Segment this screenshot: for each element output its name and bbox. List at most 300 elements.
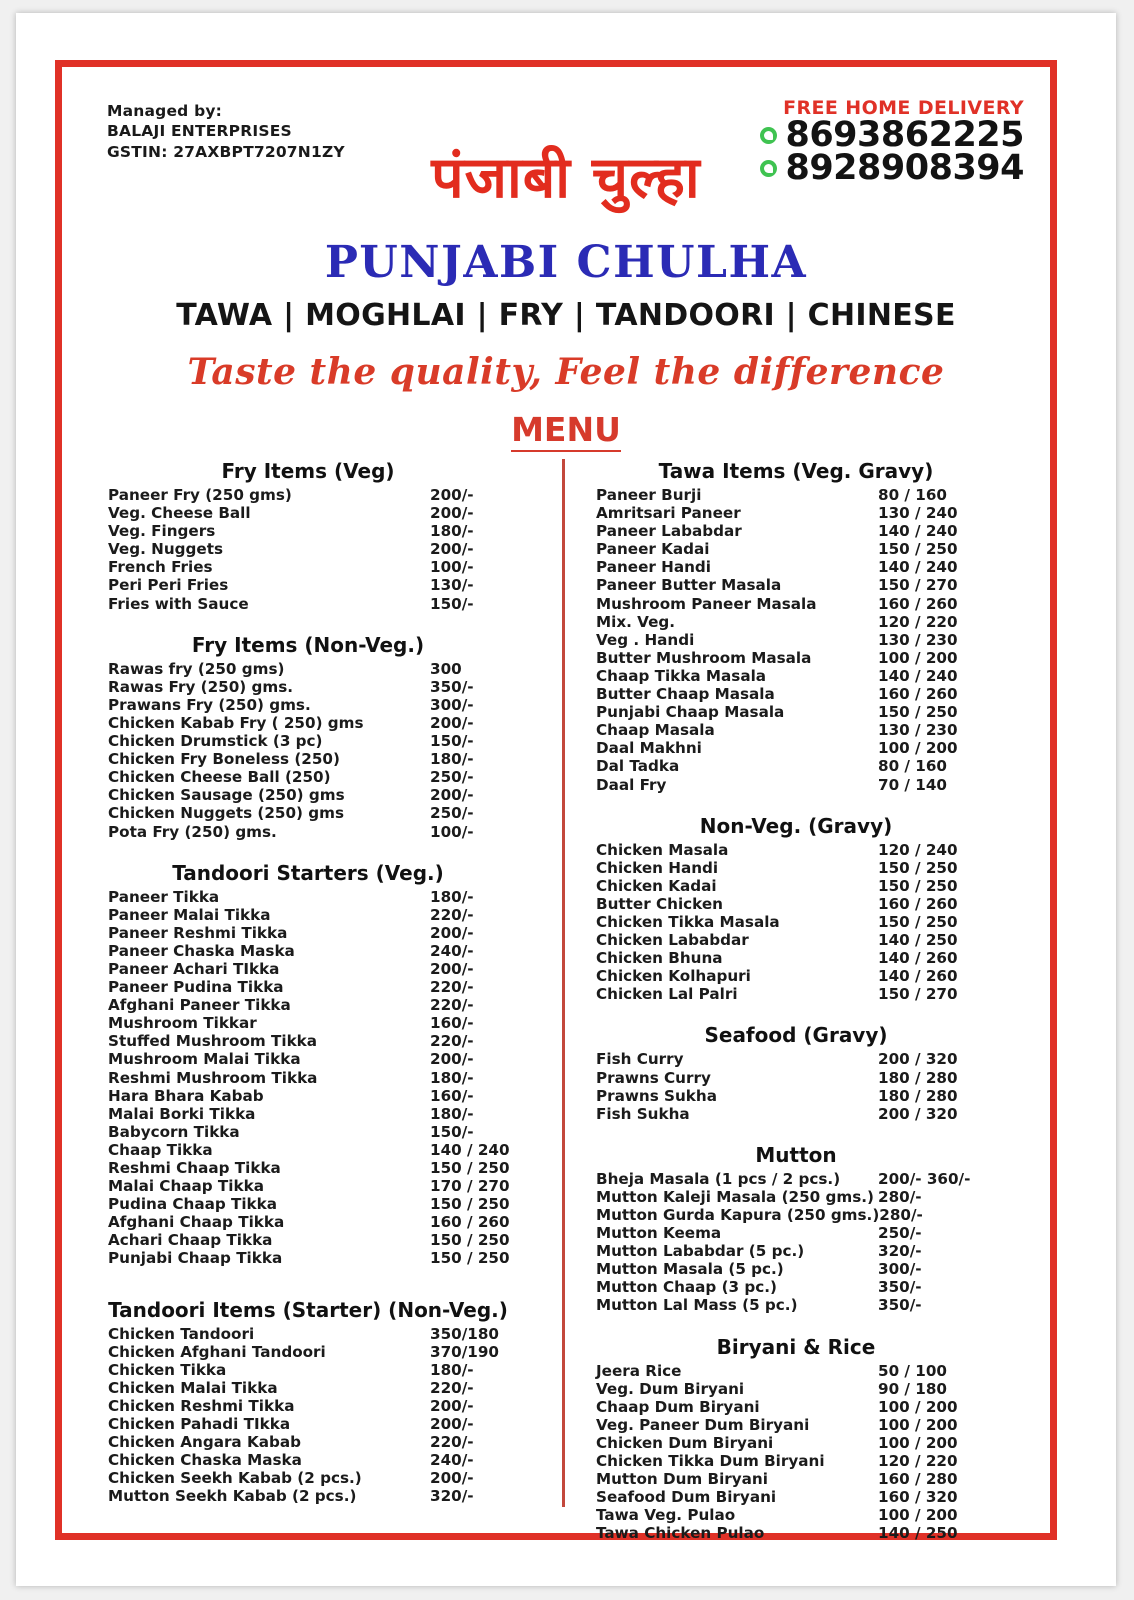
- menu-item-name: Mutton Dum Biryani: [596, 1470, 768, 1489]
- menu-item-name: Paneer Lababdar: [596, 522, 742, 541]
- menu-item-row: [596, 1242, 996, 1260]
- section-title: Seafood (Gravy): [704, 1023, 888, 1048]
- menu-item-row: [596, 985, 996, 1003]
- menu-item-name: Chicken Reshmi Tikka: [108, 1396, 295, 1415]
- phone-number-2[interactable]: 8928908394: [785, 148, 1024, 189]
- menu-item-row: [108, 1361, 508, 1379]
- menu-item-row: [108, 1050, 508, 1068]
- menu-item-row: [596, 1224, 996, 1242]
- menu-item-price: 140 / 240: [430, 1140, 510, 1159]
- menu-item-name: Daal Fry: [596, 775, 667, 794]
- left-menu-column: [108, 459, 508, 1506]
- menu-item-name: Chaap Tikka: [108, 1140, 213, 1159]
- menu-item-name: Veg. Paneer Dum Biryani: [596, 1415, 810, 1434]
- menu-item-row: [108, 960, 508, 978]
- section-gap: [596, 1315, 996, 1335]
- menu-item-price: 200/- 360/-: [878, 1169, 971, 1188]
- menu-item-row: [596, 1488, 996, 1506]
- menu-item-name: Daal Makhni: [596, 739, 702, 758]
- section-title: Fry Items (Veg): [221, 459, 395, 483]
- menu-item-name: Fish Curry: [596, 1050, 684, 1069]
- menu-item-price: 150 / 250: [878, 858, 958, 877]
- menu-item-row: [596, 967, 996, 985]
- menu-item-name: Chicken Masala: [596, 840, 729, 859]
- menu-item-row: [596, 1206, 996, 1224]
- menu-item-row: [108, 1415, 508, 1433]
- menu-page: [16, 13, 1116, 1586]
- menu-item-price: 220/-: [430, 978, 474, 997]
- menu-item-price: 100/-: [430, 822, 474, 841]
- menu-item-price: 100/-: [430, 558, 474, 577]
- menu-item-row: [108, 732, 508, 750]
- menu-item-price: 100 / 200: [878, 1506, 958, 1525]
- menu-item-name: Stuffed Mushroom Tikka: [108, 1032, 318, 1051]
- menu-item-price: 130 / 230: [878, 630, 958, 649]
- menu-item-row: [108, 996, 508, 1014]
- menu-item-name: Paneer Handi: [596, 558, 712, 577]
- menu-item-name: Paneer Burji: [596, 486, 702, 504]
- menu-item-name: Mutton Keema: [596, 1224, 722, 1243]
- menu-item-name: Mix. Veg.: [596, 612, 676, 631]
- menu-item-row: [596, 595, 996, 613]
- tagline: Taste the quality, Feel the difference: [187, 351, 945, 393]
- menu-item-name: Veg . Handi: [596, 630, 695, 649]
- menu-item-price: 100 / 200: [878, 1397, 958, 1416]
- menu-item-row: [108, 750, 508, 768]
- menu-item-row: [108, 660, 508, 678]
- menu-item-row: [596, 649, 996, 667]
- menu-item-price: 200 / 320: [878, 1104, 958, 1123]
- menu-item-price: 120 / 220: [878, 612, 958, 631]
- menu-item-row: [596, 877, 996, 895]
- menu-item-name: Mutton Lababdar (5 pc.): [596, 1242, 805, 1261]
- menu-item-price: 220/-: [430, 996, 474, 1015]
- menu-item-name: Amritsari Paneer: [596, 504, 741, 523]
- menu-item-price: 160 / 260: [430, 1213, 510, 1232]
- menu-item-price: 140 / 240: [878, 558, 958, 577]
- menu-item-row: [108, 1469, 508, 1487]
- menu-item-row: [108, 1379, 508, 1397]
- menu-item-name: Punjabi Chaap Masala: [596, 703, 785, 722]
- menu-item-row: [108, 1213, 508, 1231]
- menu-item-name: Paneer Malai Tikka: [108, 905, 271, 924]
- section-title: Biryani & Rice: [716, 1334, 876, 1359]
- menu-item-name: Chicken Lal Palri: [596, 985, 738, 1004]
- section-gap: [596, 794, 996, 814]
- menu-item-price: 180 / 280: [878, 1068, 958, 1087]
- menu-item-row: [596, 1362, 996, 1380]
- menu-item-name: Prawns Sukha: [596, 1086, 717, 1105]
- menu-item-price: 350/-: [878, 1296, 922, 1315]
- section-gap: [108, 841, 508, 861]
- menu-item-price: 150 / 250: [878, 876, 958, 895]
- section-gap: [596, 1123, 996, 1143]
- menu-item-row: [596, 1380, 996, 1398]
- menu-item-row: [596, 1188, 996, 1206]
- menu-item-price: 220/-: [430, 1032, 474, 1051]
- menu-item-row: [108, 1195, 508, 1213]
- menu-item-price: 130 / 230: [878, 721, 958, 740]
- whatsapp-icon: [760, 127, 777, 144]
- menu-item-name: Malai Chaap Tikka: [108, 1177, 264, 1196]
- menu-item-price: 120 / 240: [878, 840, 958, 859]
- menu-item-name: Pudina Chaap Tikka: [108, 1195, 277, 1214]
- menu-item-name: Peri Peri Fries: [108, 576, 229, 595]
- menu-item-name: Dal Tadka: [596, 757, 680, 776]
- menu-item-price: 150 / 250: [430, 1195, 510, 1214]
- menu-item-row: [108, 942, 508, 960]
- column-divider: [562, 459, 565, 1507]
- menu-section: [596, 1023, 996, 1122]
- menu-item-price: 200/-: [430, 923, 474, 942]
- menu-item-price: 140 / 240: [878, 522, 958, 541]
- menu-item-name: Chicken Kabab Fry ( 250) gms: [108, 713, 364, 732]
- menu-item-price: 220/-: [430, 905, 474, 924]
- menu-item-name: Afghani Chaap Tikka: [108, 1213, 285, 1232]
- menu-item-name: Seafood Dum Biryani: [596, 1488, 777, 1507]
- menu-item-price: 100 / 200: [878, 1415, 958, 1434]
- menu-item-name: Chicken Sausage (250) gms: [108, 786, 345, 805]
- menu-item-row: [596, 841, 996, 859]
- menu-item-name: Chicken Bhuna: [596, 949, 723, 968]
- menu-item-price: 120 / 220: [878, 1452, 958, 1471]
- menu-item-price: 80 / 160: [878, 486, 947, 504]
- menu-item-row: [596, 757, 996, 775]
- menu-item-name: Reshmi Chaap Tikka: [108, 1159, 281, 1177]
- menu-item-price: 50 / 100: [878, 1361, 947, 1380]
- menu-item-row: [108, 678, 508, 696]
- menu-item-row: [596, 685, 996, 703]
- menu-item-price: 320/-: [878, 1242, 922, 1261]
- menu-item-row: [108, 1141, 508, 1159]
- menu-item-row: [596, 576, 996, 594]
- menu-item-price: 350/-: [430, 677, 474, 696]
- menu-item-name: Chicken Dum Biryani: [596, 1433, 774, 1452]
- menu-item-row: [596, 1278, 996, 1296]
- menu-item-name: Chicken Angara Kabab: [108, 1433, 301, 1452]
- menu-item-row: [596, 631, 996, 649]
- menu-item-row: [108, 1343, 508, 1361]
- section-title: Fry Items (Non-Veg.): [191, 632, 425, 657]
- menu-item-row: [108, 558, 508, 576]
- menu-item-row: [108, 486, 508, 504]
- menu-item-name: Chicken Cheese Ball (250): [108, 768, 331, 787]
- menu-item-price: 200/-: [430, 959, 474, 978]
- menu-item-name: Veg. Dum Biryani: [596, 1379, 745, 1398]
- menu-item-name: Veg. Nuggets: [108, 540, 224, 559]
- menu-item-row: [108, 1123, 508, 1141]
- menu-item-name: French Fries: [108, 558, 213, 577]
- menu-item-name: Chicken Pahadi TIkka: [108, 1415, 291, 1434]
- menu-item-price: 150/-: [430, 1122, 474, 1141]
- menu-item-name: Fish Sukha: [596, 1104, 690, 1123]
- menu-item-name: Prawans Fry (250) gms.: [108, 695, 311, 714]
- menu-item-price: 150 / 270: [878, 576, 958, 595]
- menu-item-price: 160 / 280: [878, 1470, 958, 1489]
- menu-item-name: Chicken Lababdar: [596, 931, 749, 950]
- menu-item-row: [596, 1170, 996, 1188]
- menu-item-price: 180/-: [430, 887, 474, 906]
- menu-item-price: 150 / 250: [878, 703, 958, 722]
- menu-section: [596, 1143, 996, 1315]
- menu-section: [108, 459, 508, 613]
- menu-item-name: Mutton Gurda Kapura (250 gms.): [596, 1206, 880, 1224]
- menu-item-price: 200/-: [430, 540, 474, 559]
- menu-item-price: 80 / 160: [878, 757, 947, 776]
- menu-item-price: 130 / 240: [878, 504, 958, 523]
- menu-item-name: Achari Chaap Tikka: [108, 1231, 273, 1250]
- menu-item-price: 180/-: [430, 1360, 474, 1379]
- section-title: Mutton: [755, 1142, 837, 1167]
- menu-item-name: Jeera Rice: [596, 1361, 682, 1380]
- menu-item-row: [596, 913, 996, 931]
- menu-item-price: 200/-: [430, 504, 474, 523]
- menu-item-name: Chicken Tikka: [108, 1360, 227, 1379]
- section-gap: [596, 1003, 996, 1023]
- menu-item-row: [596, 1105, 996, 1123]
- menu-item-price: 150 / 250: [430, 1159, 510, 1177]
- section-title: Tawa Items (Veg. Gravy): [658, 459, 934, 483]
- menu-item-price: 150/-: [430, 594, 474, 613]
- restaurant-title-english: PUNJABI CHULHA: [324, 237, 808, 288]
- menu-item-name: Paneer Butter Masala: [596, 576, 782, 595]
- managed-by-label: Managed by:: [107, 102, 223, 120]
- menu-item-name: Chicken Drumstick (3 pc): [108, 732, 323, 751]
- menu-item-name: Paneer Kadai: [596, 540, 710, 559]
- menu-item-price: 160/-: [430, 1014, 474, 1033]
- menu-item-row: [108, 1451, 508, 1469]
- menu-item-row: [596, 721, 996, 739]
- menu-item-name: Paneer Tikka: [108, 887, 220, 906]
- menu-section: [108, 633, 508, 841]
- menu-item-price: 250/-: [878, 1224, 922, 1243]
- menu-item-price: 300/-: [430, 695, 474, 714]
- menu-item-row: [108, 978, 508, 996]
- menu-item-price: 240/-: [430, 1451, 474, 1470]
- menu-item-name: Mutton Kaleji Masala (250 gms.): [596, 1187, 874, 1206]
- menu-item-name: Chicken Seekh Kabab (2 pcs.): [108, 1469, 362, 1488]
- menu-item-name: Babycorn Tikka: [108, 1122, 240, 1141]
- menu-item-price: 200/-: [430, 486, 474, 504]
- menu-item-name: Mutton Chaap (3 pc.): [596, 1278, 777, 1297]
- menu-item-price: 350/-: [878, 1278, 922, 1297]
- menu-item-price: 160 / 260: [878, 685, 958, 704]
- menu-item-name: Mutton Masala (5 pc.): [596, 1260, 784, 1279]
- menu-item-row: [108, 595, 508, 613]
- menu-item-row: [596, 1260, 996, 1278]
- menu-item-name: Bheja Masala (1 pcs / 2 pcs.): [596, 1169, 841, 1188]
- menu-item-row: [108, 888, 508, 906]
- menu-item-price: 300/-: [878, 1260, 922, 1279]
- restaurant-title-hindi: पंजाबी चुल्हा: [431, 145, 701, 211]
- menu-item-price: 170 / 270: [430, 1177, 510, 1196]
- menu-item-price: 100 / 200: [878, 739, 958, 758]
- menu-item-price: 280/-: [879, 1206, 923, 1224]
- menu-item-price: 70 / 140: [878, 775, 947, 794]
- menu-item-name: Chaap Tikka Masala: [596, 666, 767, 685]
- menu-section: [108, 1298, 508, 1506]
- menu-item-row: [596, 558, 996, 576]
- menu-item-price: 250/-: [430, 804, 474, 823]
- menu-item-row: [596, 1069, 996, 1087]
- menu-section: [596, 459, 996, 794]
- menu-item-name: Mushroom Tikkar: [108, 1014, 257, 1033]
- menu-item-price: 300: [430, 659, 462, 678]
- menu-item-price: 150 / 250: [430, 1231, 510, 1250]
- menu-item-price: 180/-: [430, 1104, 474, 1123]
- menu-item-name: Chicken Handi: [596, 858, 719, 877]
- menu-item-price: 200 / 320: [878, 1050, 958, 1069]
- menu-item-name: Chicken Chaska Maska: [108, 1451, 302, 1470]
- menu-item-row: [596, 1470, 996, 1488]
- menu-item-name: Fries with Sauce: [108, 594, 249, 613]
- menu-item-row: [108, 768, 508, 786]
- menu-item-price: 200/-: [430, 1050, 474, 1069]
- menu-item-price: 240/-: [430, 941, 474, 960]
- menu-item-row: [108, 540, 508, 558]
- menu-item-name: Tawa Chicken Pulao: [596, 1524, 765, 1543]
- section-gap: [108, 1268, 508, 1298]
- menu-item-row: [596, 1296, 996, 1314]
- menu-item-row: [108, 1397, 508, 1415]
- menu-heading-text: MENU: [511, 410, 621, 452]
- menu-item-price: 150 / 250: [878, 540, 958, 559]
- menu-section: [596, 814, 996, 1004]
- menu-item-price: 200/-: [430, 713, 474, 732]
- menu-item-price: 140 / 240: [878, 666, 958, 685]
- right-menu-column: [596, 459, 996, 1543]
- menu-item-row: [596, 1050, 996, 1068]
- menu-item-name: Afghani Paneer Tikka: [108, 996, 291, 1015]
- menu-item-price: 180 / 280: [878, 1086, 958, 1105]
- menu-item-price: 150 / 250: [430, 1249, 510, 1268]
- menu-item-row: [596, 540, 996, 558]
- menu-item-price: 100 / 200: [878, 648, 958, 667]
- menu-item-row: [596, 931, 996, 949]
- menu-item-row: [108, 804, 508, 822]
- menu-item-price: 160 / 260: [878, 594, 958, 613]
- menu-item-name: Chicken Kadai: [596, 876, 717, 895]
- menu-item-name: Chicken Malai Tikka: [108, 1378, 278, 1397]
- menu-section: [108, 861, 508, 1268]
- menu-item-name: Chicken Afghani Tandoori: [108, 1342, 326, 1361]
- menu-item-name: Paneer Pudina Tikka: [108, 978, 284, 997]
- menu-item-name: Malai Borki Tikka: [108, 1104, 256, 1123]
- menu-item-name: Tawa Veg. Pulao: [596, 1506, 736, 1525]
- menu-item-name: Veg. Fingers: [108, 522, 216, 541]
- section-gap: [108, 613, 508, 633]
- menu-item-price: 180/-: [430, 750, 474, 769]
- menu-item-price: 140 / 260: [878, 967, 958, 986]
- section-title: Tandoori Starters (Veg.): [172, 860, 444, 885]
- menu-item-name: Veg. Cheese Ball: [108, 504, 251, 523]
- menu-item-price: 320/-: [430, 1487, 474, 1506]
- menu-item-row: [108, 823, 508, 841]
- menu-item-name: Butter Chaap Masala: [596, 685, 775, 704]
- menu-item-row: [596, 1398, 996, 1416]
- menu-item-row: [596, 739, 996, 757]
- menu-item-name: Rawas fry (250 gms): [108, 659, 285, 678]
- menu-item-name: Pota Fry (250) gms.: [108, 822, 277, 841]
- menu-item-price: 200/-: [430, 1469, 474, 1488]
- menu-item-name: Rawas Fry (250) gms.: [108, 677, 294, 696]
- menu-item-row: [108, 576, 508, 594]
- menu-item-price: 160/-: [430, 1086, 474, 1105]
- menu-item-price: 180/-: [430, 522, 474, 541]
- menu-item-name: Reshmi Mushroom Tikka: [108, 1068, 318, 1087]
- menu-item-row: [108, 1105, 508, 1123]
- menu-item-name: Prawns Curry: [596, 1068, 711, 1087]
- menu-item-price: 370/190: [430, 1342, 499, 1361]
- menu-item-name: Mushroom Malai Tikka: [108, 1050, 301, 1069]
- menu-item-row: [596, 613, 996, 631]
- menu-item-row: [108, 1014, 508, 1032]
- menu-item-price: 140 / 250: [878, 931, 958, 950]
- phone-number-1[interactable]: 8693862225: [785, 115, 1024, 155]
- menu-item-row: [108, 1433, 508, 1451]
- menu-item-name: Chicken Tikka Masala: [596, 912, 780, 931]
- menu-item-price: 140 / 260: [878, 949, 958, 968]
- menu-item-row: [108, 1177, 508, 1195]
- menu-item-name: Chicken Tandoori: [108, 1324, 255, 1343]
- menu-item-row: [108, 1249, 508, 1267]
- menu-item-row: [596, 1452, 996, 1470]
- cuisine-types: TAWA | MOGHLAI | FRY | TANDOORI | CHINESE: [176, 298, 956, 333]
- menu-item-price: 200/-: [430, 1396, 474, 1415]
- menu-item-row: [108, 1069, 508, 1087]
- menu-item-name: Chicken Nuggets (250) gms: [108, 804, 345, 823]
- menu-item-price: 150/-: [430, 732, 474, 751]
- menu-item-row: [596, 1087, 996, 1105]
- menu-item-row: [108, 786, 508, 804]
- menu-item-price: 150 / 270: [878, 985, 958, 1004]
- gstin-number: GSTIN: 27AXBPT7207N1ZY: [107, 142, 345, 161]
- section-title: Tandoori Items (Starter) (Non-Veg.): [108, 1297, 508, 1322]
- menu-item-price: 100 / 200: [878, 1433, 958, 1452]
- menu-item-row: [596, 522, 996, 540]
- menu-item-row: [108, 696, 508, 714]
- menu-item-price: 180/-: [430, 1068, 474, 1087]
- menu-item-row: [596, 703, 996, 721]
- menu-item-row: [596, 486, 996, 504]
- menu-section: [596, 1335, 996, 1543]
- menu-item-price: 160 / 260: [878, 894, 958, 913]
- menu-item-row: [108, 522, 508, 540]
- menu-item-row: [596, 667, 996, 685]
- menu-item-row: [108, 504, 508, 522]
- menu-item-price: 220/-: [430, 1433, 474, 1452]
- menu-item-row: [596, 1434, 996, 1452]
- menu-item-name: Mutton Seekh Kabab (2 pcs.): [108, 1487, 357, 1506]
- free-home-delivery-label: FREE HOME DELIVERY: [783, 97, 1024, 119]
- menu-item-row: [596, 1524, 996, 1542]
- menu-item-name: Mushroom Paneer Masala: [596, 594, 817, 613]
- menu-item-row: [596, 776, 996, 794]
- menu-item-name: Chicken Fry Boneless (250): [108, 750, 340, 769]
- menu-item-row: [108, 1231, 508, 1249]
- menu-heading: [16, 410, 1116, 449]
- menu-item-name: Chicken Tikka Dum Biryani: [596, 1452, 825, 1471]
- menu-item-row: [108, 906, 508, 924]
- menu-item-price: 150 / 250: [878, 912, 958, 931]
- menu-item-price: 200/-: [430, 1415, 474, 1434]
- section-title: Non-Veg. (Gravy): [699, 813, 893, 838]
- menu-item-name: Paneer Achari TIkka: [108, 959, 280, 978]
- menu-item-row: [596, 1506, 996, 1524]
- menu-item-name: Chaap Masala: [596, 721, 715, 740]
- menu-item-price: 90 / 180: [878, 1379, 947, 1398]
- menu-item-name: Chaap Dum Biryani: [596, 1397, 760, 1416]
